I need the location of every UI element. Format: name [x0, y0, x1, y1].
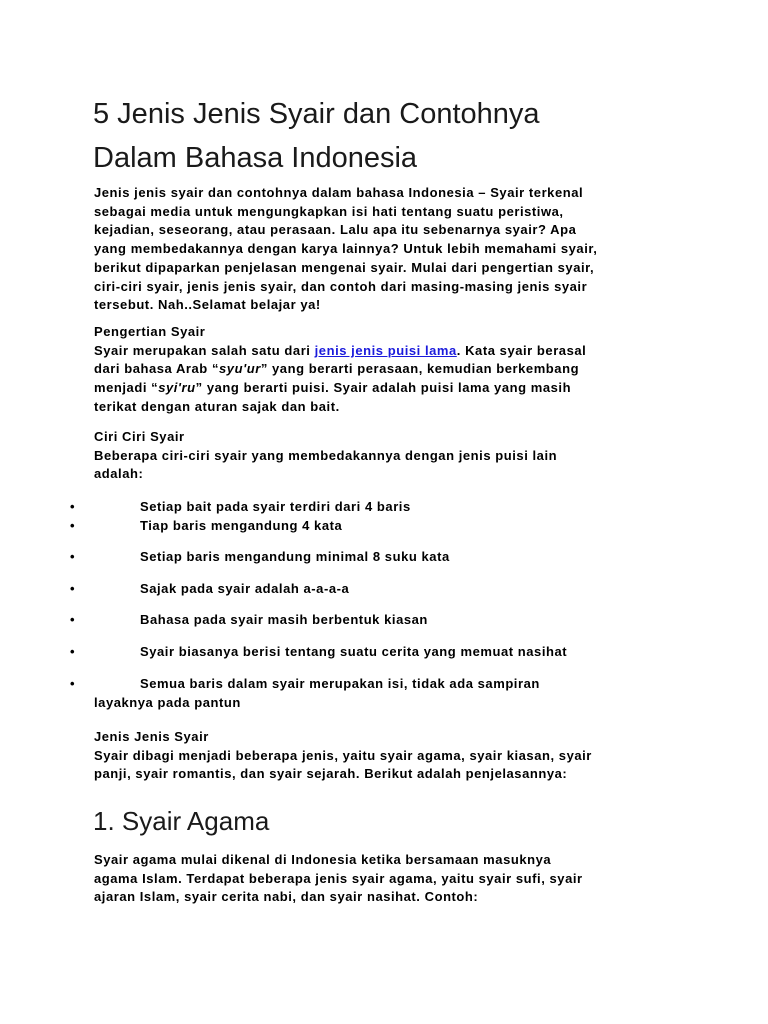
list-item: [70, 675, 540, 693]
list-item: [70, 580, 349, 598]
list-item: [70, 517, 342, 535]
text-line: sebagai media untuk mengungkapkan isi hati tentang suatu peristiwa,: [94, 203, 564, 219]
text-line: tersebut. Nah..Selamat belajar ya!: [94, 297, 321, 313]
list-item: [70, 498, 411, 516]
bullet-icon: •: [70, 549, 76, 564]
list-item-text: Tiap baris mengandung 4 kata: [140, 518, 343, 533]
bullet-icon: •: [70, 518, 76, 533]
list-item-text: Setiap bait pada syair terdiri dari 4 baris: [140, 499, 411, 514]
pengertian-section: [94, 323, 586, 417]
section-title-syair-agama: 1. Syair Agama: [93, 806, 270, 836]
bullet-icon: •: [70, 644, 76, 659]
puisi-lama-link[interactable]: jenis jenis puisi lama: [314, 342, 457, 358]
list-item-text: Sajak pada syair adalah a-a-a-a: [140, 581, 350, 596]
intro-paragraph: [94, 184, 597, 315]
page-title: [93, 92, 540, 180]
text: ” yang berarti puisi. Syair adalah puisi lama yang masih: [195, 380, 572, 396]
text-line: yang membedakannya dengan karya lainnya? Untuk lebih memahami syair,: [94, 241, 598, 257]
italic-term: syi'ru: [158, 380, 196, 396]
title-line: Dalam Bahasa Indonesia: [93, 142, 418, 174]
text: dari bahasa Arab “: [94, 361, 220, 377]
list-item-continuation: layaknya pada pantun: [94, 695, 241, 710]
bullet-icon: •: [70, 676, 76, 691]
list-item-text: Syair biasanya berisi tentang suatu cerita yang memuat nasihat: [140, 644, 568, 659]
text-line: Beberapa ciri-ciri syair yang membedakannya dengan jenis puisi lain: [94, 447, 558, 463]
italic-term: syu'ur: [219, 361, 261, 377]
text-line: [94, 379, 586, 398]
list-item: [70, 611, 428, 629]
text-line: ciri-ciri syair, jenis jenis syair, dan contoh dari masing-masing jenis syair: [94, 278, 588, 294]
text-line: Syair agama mulai dikenal di Indonesia ketika bersamaan masuknya: [94, 852, 552, 867]
agama-paragraph: [94, 851, 583, 907]
text: ” yang berarti perasaan, kemudian berkembang: [260, 361, 580, 377]
text-line: [94, 360, 586, 379]
list-item-text: Setiap baris mengandung minimal 8 suku kata: [140, 549, 450, 564]
bullet-icon: •: [70, 612, 76, 627]
list-item: [70, 548, 450, 566]
text-line: adalah:: [94, 466, 144, 482]
bullet-icon: •: [70, 499, 76, 514]
text-line: Jenis jenis syair dan contohnya dalam bahasa Indonesia – Syair terkenal: [94, 185, 584, 200]
text-line: terikat dengan aturan sajak dan bait.: [94, 398, 340, 414]
list-item: [70, 643, 567, 661]
ciri-section: [94, 428, 557, 484]
text-line: kejadian, seseorang, atau perasaan. Lalu apa itu sebenarnya syair? Apa: [94, 222, 577, 238]
text-line: berikut dipaparkan penjelasan mengenai syair. Mulai dari pengertian syair,: [94, 259, 595, 275]
text-line: [94, 342, 586, 361]
section-heading: Pengertian Syair: [94, 324, 206, 339]
text-line: panji, syair romantis, dan syair sejarah. Berikut adalah penjelasannya:: [94, 766, 568, 782]
jenis-section: [94, 728, 592, 784]
section-heading: Jenis Jenis Syair: [94, 729, 209, 744]
text: . Kata syair berasal: [456, 342, 587, 358]
text-line: Syair dibagi menjadi beberapa jenis, yaitu syair agama, syair kiasan, syair: [94, 747, 592, 763]
text: menjadi “: [94, 380, 159, 396]
text-line: agama Islam. Terdapat beberapa jenis syair agama, yaitu syair sufi, syair: [94, 870, 583, 886]
text-line: ajaran Islam, syair cerita nabi, dan syair nasihat. Contoh:: [94, 889, 479, 905]
list-item-text: Semua baris dalam syair merupakan isi, tidak ada sampiran: [140, 676, 540, 691]
title-line: 5 Jenis Jenis Syair dan Contohnya: [93, 98, 540, 130]
list-item-text: Bahasa pada syair masih berbentuk kiasan: [140, 612, 428, 627]
section-heading: Ciri Ciri Syair: [94, 429, 185, 444]
text: Syair merupakan salah satu dari: [94, 342, 315, 358]
bullet-icon: •: [70, 581, 76, 596]
